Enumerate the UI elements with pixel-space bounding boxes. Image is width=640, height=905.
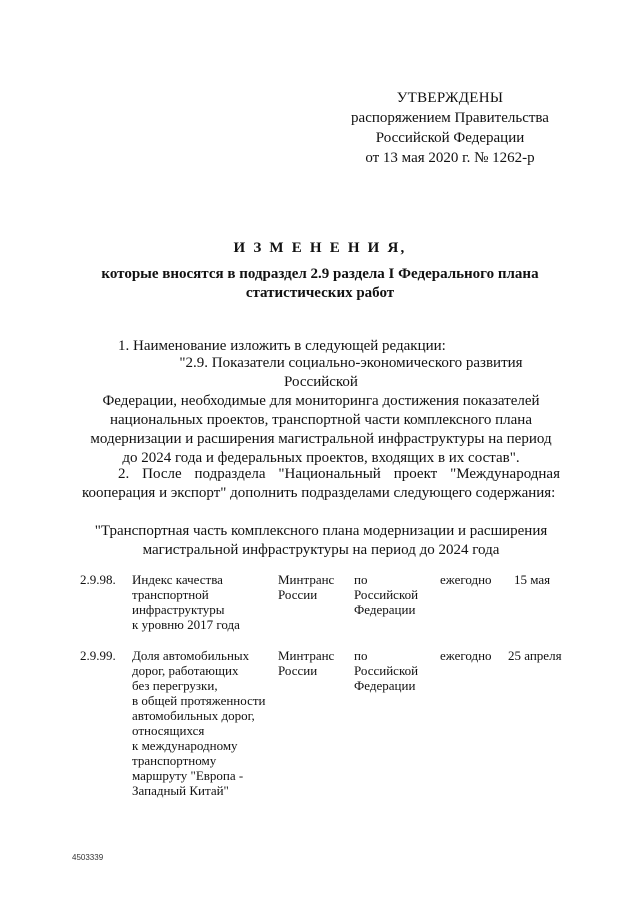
row-department — [278, 648, 348, 678]
approval-heading: УТВЕРЖДЕНЫ — [396, 90, 504, 106]
document-subtitle — [80, 265, 560, 303]
level-line: Федерации — [354, 678, 416, 693]
row-level — [354, 572, 434, 617]
level-line: Федерации — [354, 602, 416, 617]
approval-line: распоряжением Правительства — [351, 110, 549, 126]
item-1-lead: 1. Наименование изложить в следующей редакции: — [118, 338, 446, 354]
dept-line: России — [278, 663, 318, 678]
level-line: по — [354, 572, 368, 587]
name-line: в общей протяженности — [132, 693, 266, 708]
level-line: по — [354, 648, 368, 663]
quote-line: "2.9. Показатели социально-экономического развития Российской — [179, 355, 523, 390]
approval-date: от 13 мая 2020 г. № 1262-р — [365, 150, 535, 166]
row-indicator-name — [132, 572, 272, 632]
name-line: к международному — [132, 738, 238, 753]
name-line: Индекс качества — [132, 572, 223, 587]
row-date: 15 мая — [514, 572, 551, 587]
subtitle-line: которые вносятся в подраздел 2.9 раздела I Федерального плана — [101, 266, 539, 282]
row-date: 25 апреля — [508, 648, 562, 663]
row-code: 2.9.98. — [80, 572, 116, 587]
section-heading-line: "Транспортная часть комплексного плана модернизации и расширения — [94, 523, 548, 539]
subtitle-line: статистических работ — [245, 285, 395, 301]
name-line: маршруту "Европа - — [132, 768, 244, 783]
quote-line: модернизации и расширения магистральной инфраструктуры на период — [90, 431, 552, 447]
name-line: транспортной — [132, 587, 209, 602]
row-code: 2.9.99. — [80, 648, 116, 663]
item-2-line: 2. После подраздела "Национальный проект "Международная — [118, 466, 560, 482]
row-level — [354, 648, 434, 693]
name-line: инфраструктуры — [132, 602, 225, 617]
document-title: И З М Е Н Е Н И Я, — [233, 240, 407, 256]
row-indicator-name — [132, 648, 272, 798]
item-2-line: кооперация и экспорт" дополнить подразделами следующего содержания: — [82, 485, 556, 501]
approval-block — [340, 88, 560, 168]
section-heading — [82, 522, 560, 560]
item-1-quote — [82, 354, 560, 468]
quote-line: Федерации, необходимые для мониторинга достижения показателей — [102, 393, 540, 409]
quote-line: до 2024 года и федеральных проектов, входящих в их состав". — [122, 450, 520, 466]
dept-line: России — [278, 587, 318, 602]
row-frequency: ежегодно — [440, 648, 492, 663]
name-line: дорог, работающих — [132, 663, 239, 678]
row-department — [278, 572, 348, 602]
document-code: 4503339 — [72, 853, 104, 862]
name-line: Западный Китай" — [132, 783, 229, 798]
approval-line: Российской Федерации — [375, 130, 525, 146]
name-line: Доля автомобильных — [132, 648, 250, 663]
row-frequency: ежегодно — [440, 572, 492, 587]
dept-line: Минтранс — [278, 648, 335, 663]
name-line: автомобильных дорог, — [132, 708, 255, 723]
name-line: транспортному — [132, 753, 217, 768]
name-line: без перегрузки, — [132, 678, 218, 693]
section-heading-line: магистральной инфраструктуры на период до 2024 года — [142, 542, 500, 558]
quote-line: национальных проектов, транспортной части комплексного плана — [110, 412, 532, 428]
level-line: Российской — [354, 663, 419, 678]
name-line: к уровню 2017 года — [132, 617, 240, 632]
name-line: относящихся — [132, 723, 205, 738]
dept-line: Минтранс — [278, 572, 335, 587]
item-2-paragraph — [82, 465, 560, 503]
level-line: Российской — [354, 587, 419, 602]
